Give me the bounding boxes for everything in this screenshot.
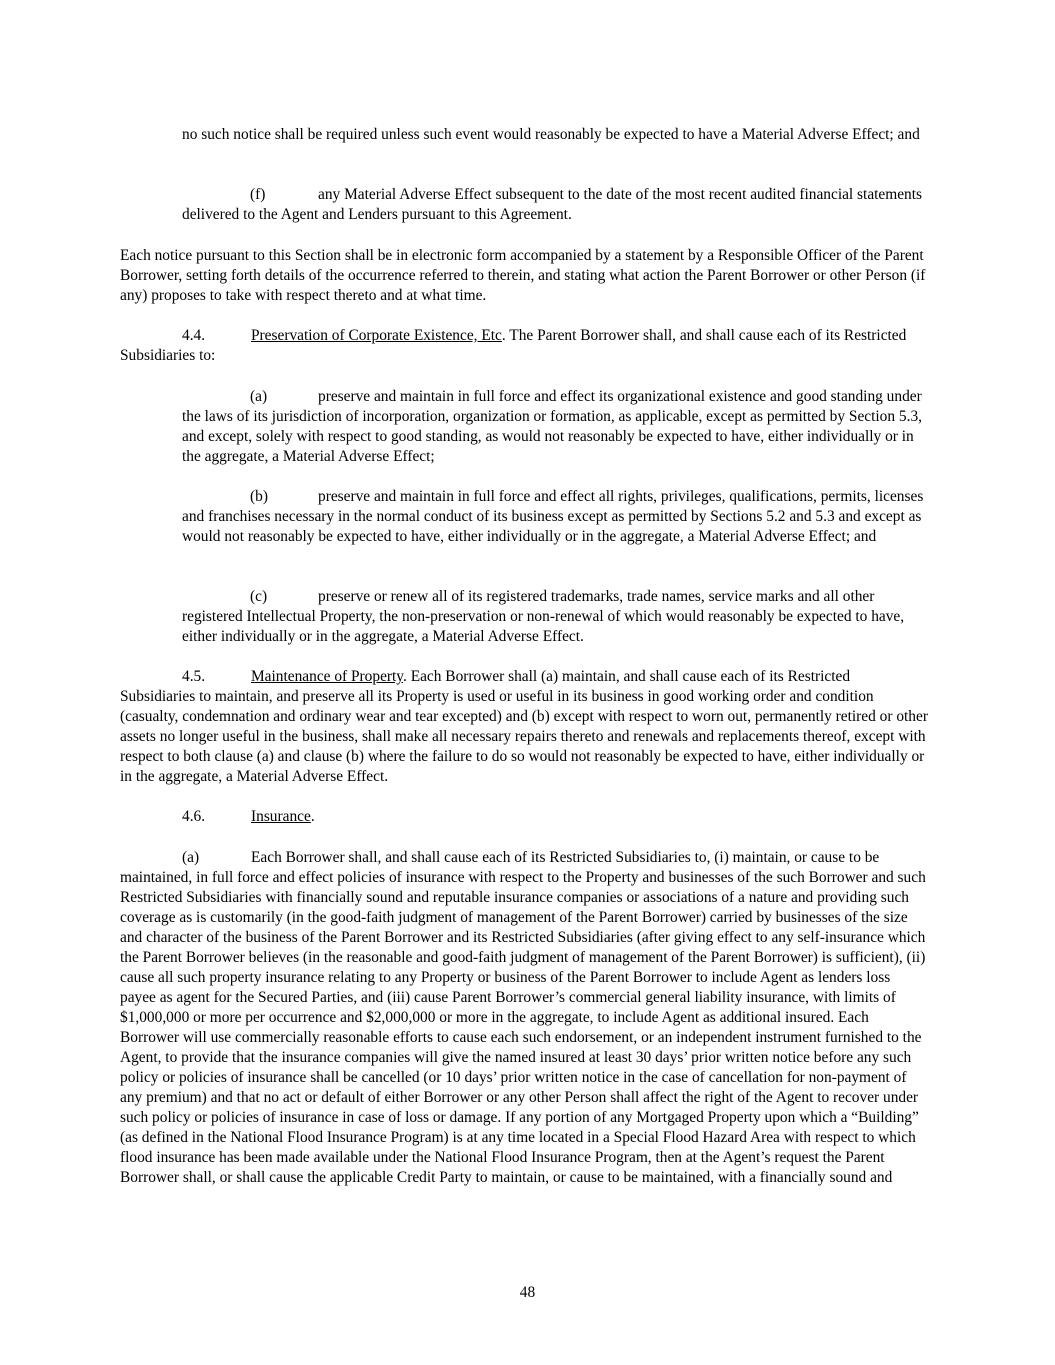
insurance-clause-a [120,848,928,1188]
section-text: . The Parent Borrower shall, and shall cause each of its Restricted Subsidiaries to: [120,327,907,364]
notice-paragraph: Each notice pursuant to this Section shall be in electronic form accompanied by a statement by a Responsible Officer of the Parent Borrower, setting forth details of the occurrence referred to therein, and stating what action the Parent Borrower or other Person (if any) proposes to take with respect thereto and at what time. [120,247,926,304]
clause-label: (f) [250,186,266,203]
section-4-4 [120,326,928,366]
page-number: 48 [519,1284,536,1301]
section-4-5 [120,667,928,787]
clause-text: any Material Adverse Effect subsequent to the date of the most recent audited financial statements delivered to the Agent and Lenders pursuant to this Agreement. [182,186,923,223]
section-number: 4.6. [182,808,206,825]
section-heading: Preservation of Corporate Existence, Etc [251,327,502,344]
section-heading: Maintenance of Property [251,668,403,685]
clause-label: (c) [250,588,268,605]
section-4-6 [120,807,928,827]
clause-c [182,587,928,647]
section-number: 4.5. [182,668,206,685]
clause-label: (a) [250,388,268,405]
clause-a [182,387,928,467]
clause-text: Each Borrower shall, and shall cause each of its Restricted Subsidiaries to, (i) maintain, or cause to be maintained, in full force and effect policies of insurance with respect to the Property and businesses of the such Borrower and such Restricted Subsidiaries with financially sound and reputable insurance companies or associations of a nature and providing such coverage as is customarily (in the good-faith judgment of management of the Parent Borrower) carried by businesses of the size and character of the business of the Parent Borrower and its Restricted Subsidiaries (after giving effect to any self-insurance which the Parent Borrower believes (in the reasonable and good-faith judgment of management of the Parent Borrower) is sufficient), (ii) cause all such property insurance relating to any Property or business of the Parent Borrower to include Agent as lenders loss payee as agent for the Secured Parties, and (iii) cause Parent Borrower’s commercial general liability insurance, with limits of $1,000,000 or more per occurrence and $2,000,000 or more in the aggregate, to include Agent as additional insured. Each Borrower will use commercially reasonable efforts to cause each such endorsement, or an independent instrument furnished to the Agent, to provide that the insurance companies will give the named insured at least 30 days’ prior written notice before any such policy or policies of insurance shall be cancelled (or 10 days’ prior written notice in the case of cancellation for non-payment of any premium) and that no act or default of either Borrower or any other Person shall affect the right of the Agent to recover under such policy or policies of insurance in case of loss or damage. If any portion of any Mortgaged Property upon which a “Building” (as defined in the National Flood Insurance Program) is at any time located in a Special Flood Hazard Area with respect to which flood insurance has been made available under the National Flood Insurance Program, then at the Agent’s request the Parent Borrower shall, or shall cause the applicable Credit Party to maintain, or cause to be maintained, with a financially sound and [120,849,926,1186]
section-text: . Each Borrower shall (a) maintain, and shall cause each of its Restricted Subsidiaries to maintain, and preserve all its Property is used or useful in its business in good working order and condition (casualty, condemnation and ordinary wear and tear excepted) and (b) except with respect to worn out, permanently retired or other assets no longer useful in the business, shall make all necessary repairs thereto and renewals and replacements thereof, except with respect to both clause (a) and clause (b) where the failure to do so would not reasonably be expected to have, either individually or in the aggregate, a Material Adverse Effect. [120,668,928,785]
clause-text: preserve and maintain in full force and effect its organizational existence and good standing under the laws of its jurisdiction of incorporation, organization or formation, as applicable, except as permitted by Section 5.3, and except, solely with respect to good standing, as would not reasonably be expected to have, either individually or in the aggregate, a Material Adverse Effect; [182,388,922,465]
section-number: 4.4. [182,327,206,344]
continued-paragraph: no such notice shall be required unless such event would reasonably be expected to have a Material Adverse Effect; and [182,126,920,143]
clause-label: (a) [182,849,200,866]
section-heading: Insurance [251,808,311,825]
clause-f [182,185,928,225]
clause-text: preserve or renew all of its registered trademarks, trade names, service marks and all other registered Intellectual Property, the non-preservation or non-renewal of which would reasonably be expected to have, either individually or in the aggregate, a Material Adverse Effect. [182,588,905,645]
clause-text: preserve and maintain in full force and effect all rights, privileges, qualifications, permits, licenses and franchises necessary in the normal conduct of its business except as permitted by Sections 5.2 and 5.3 and except as would not reasonably be expected to have, either individually or in the aggregate, a Material Adverse Effect; and [182,488,924,545]
clause-label: (b) [250,488,268,505]
clause-b [182,487,928,547]
section-text: . [310,808,315,825]
